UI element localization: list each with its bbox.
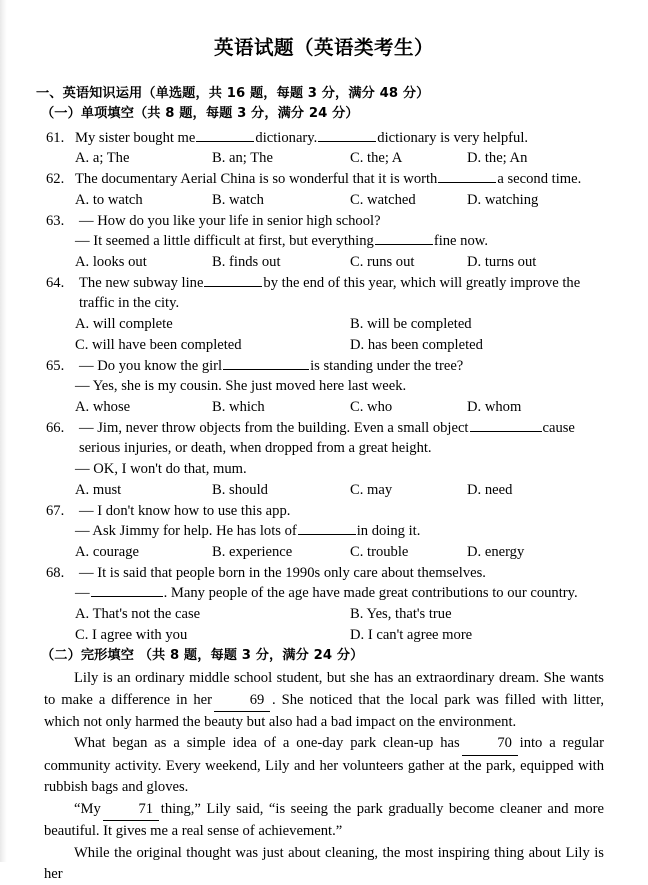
cloze-blank-70[interactable]: 70: [462, 733, 518, 755]
question-67-option-c[interactable]: C. trouble: [350, 544, 409, 561]
question-63-option-d[interactable]: D. turns out: [467, 253, 537, 270]
question-67-option-d[interactable]: D. energy: [467, 544, 525, 561]
question-62-option-d[interactable]: D. watching: [467, 191, 539, 208]
question-67-option-b[interactable]: B. experience: [212, 544, 293, 561]
question-62-number: 62.: [46, 171, 65, 188]
question-68-dialogue-1: — It is said that people born in the 1990s only care about themselves.: [79, 564, 486, 581]
question-62-options: [0, 190, 648, 211]
question-64-options-row-2: [0, 335, 648, 356]
question-64-option-d[interactable]: D. has been completed: [350, 336, 483, 353]
cloze-p3-after: thing,” Lily said, “is seeing the park gradually become cleaner and more beautiful. It gives me a real sense of achievement.”: [44, 800, 604, 840]
question-67-blank-1[interactable]: [298, 534, 356, 535]
question-61-blank-1[interactable]: [196, 141, 254, 142]
question-66-option-a[interactable]: A. must: [75, 481, 122, 498]
cloze-p4-before: While the original thought was just about cleaning, the most inspiring thing about Lily is her: [44, 844, 604, 882]
subsection-heading-cloze: （二）完形填空 （共 8 题，每题 3 分，满分 24 分）: [41, 647, 364, 663]
subsection-heading-multiple-choice: （一）单项填空（共 8 题，每题 3 分，满分 24 分）: [41, 106, 359, 122]
question-61-blank-2[interactable]: [318, 141, 376, 142]
question-67-stem-a: — Ask Jimmy for help. He has lots of: [75, 523, 297, 540]
question-63-stem-b: fine now.: [433, 233, 488, 250]
question-68-option-c[interactable]: C. I agree with you: [75, 626, 188, 643]
question-63-options: [0, 252, 648, 273]
question-68-dialogue-2: [0, 583, 648, 604]
question-68-stem-a: —: [75, 585, 90, 602]
question-66-stem-b: cause serious injuries, or death, when dropped from a great height.: [79, 419, 575, 457]
question-63-blank-1[interactable]: [375, 244, 433, 245]
question-66: [0, 418, 648, 501]
question-66-option-b[interactable]: B. should: [212, 481, 268, 498]
question-61-option-b[interactable]: B. an; The: [212, 150, 273, 167]
question-64-options-row-1: [0, 314, 648, 335]
question-63-stem-a: — It seemed a little difficult at first, but everything: [75, 233, 374, 250]
question-67: [0, 501, 648, 563]
page-title: 英语试题（英语类考生）: [213, 36, 434, 59]
question-68-number: 68.: [46, 564, 65, 581]
question-63: [0, 211, 648, 273]
question-67-stem: [0, 501, 648, 522]
cloze-passage: [0, 666, 648, 885]
cloze-p1-before: Lily is an ordinary middle school student, but she has an extraordinary dream. She wants to make a difference in her: [44, 670, 604, 708]
cloze-paragraph-1: [0, 668, 648, 733]
question-65-stem: [0, 356, 648, 377]
question-62-stem: [0, 169, 648, 190]
question-67-dialogue-2: [0, 521, 648, 542]
question-67-options: [0, 542, 648, 563]
multiple-choice-question-list: [0, 125, 648, 646]
question-65-stem-b: is standing under the tree?: [310, 357, 464, 374]
question-68-option-a[interactable]: A. That's not the case: [75, 606, 201, 623]
question-64-stem: [0, 273, 648, 314]
question-63-option-b[interactable]: B. finds out: [212, 253, 281, 270]
question-65-blank-1[interactable]: [223, 369, 309, 370]
question-62: [0, 169, 648, 210]
cloze-paragraph-4: [0, 843, 648, 885]
question-61-option-d[interactable]: D. the; An: [467, 150, 528, 167]
question-68-option-d[interactable]: D. I can't agree more: [350, 626, 473, 643]
question-66-stem-a: — Jim, never throw objects from the building. Even a small object: [79, 419, 469, 436]
question-68-stem-b: . Many people of the age have made great contributions to our country.: [163, 585, 578, 602]
question-63-option-a[interactable]: A. looks out: [75, 253, 147, 270]
question-64-option-a[interactable]: A. will complete: [75, 316, 173, 333]
question-66-number: 66.: [46, 419, 65, 436]
question-68: [0, 563, 648, 646]
question-62-stem-a: The documentary Aerial China is so wonderful that it is worth: [75, 171, 438, 188]
question-64-blank-1[interactable]: [204, 286, 262, 287]
question-66-stem: [0, 418, 648, 459]
question-68-options-row-1: [0, 604, 648, 625]
cloze-p1-after: . She noticed that the local park was filled with litter, which not only harmed the beauty but also had a bad impact on the environment.: [44, 691, 604, 730]
section-heading-part-one: 一、英语知识运用（单选题，共 16 题，每题 3 分，满分 48 分）: [36, 86, 430, 102]
question-62-option-b[interactable]: B. watch: [212, 191, 264, 208]
question-61-option-c[interactable]: C. the; A: [350, 150, 403, 167]
question-63-number: 63.: [46, 212, 65, 229]
question-65-stem-a: — Do you know the girl: [79, 357, 223, 374]
cloze-p2-after: into a regular community activity. Every weekend, Lily and her volunteers gather at the park, equipped with rubbish bags and gloves.: [44, 735, 604, 796]
cloze-blank-71[interactable]: 71: [103, 799, 159, 821]
question-64-stem-a: The new subway line: [79, 274, 204, 291]
question-61-options: [0, 148, 648, 169]
cloze-p2-before: What began as a simple idea of a one-day park clean-up has: [74, 735, 460, 752]
question-61-stem-c: dictionary is very helpful.: [377, 129, 529, 146]
question-67-number: 67.: [46, 502, 65, 519]
question-65-option-d[interactable]: D. whom: [467, 398, 522, 415]
question-65-options: [0, 397, 648, 418]
question-61-option-a[interactable]: A. a; The: [75, 150, 130, 167]
question-65-number: 65.: [46, 357, 65, 374]
question-65-option-b[interactable]: B. which: [212, 398, 265, 415]
question-66-options: [0, 480, 648, 501]
question-64-option-c[interactable]: C. will have been completed: [75, 336, 242, 353]
question-68-options-row-2: [0, 625, 648, 646]
question-68-blank-1[interactable]: [91, 596, 163, 597]
question-63-dialogue-2: [0, 231, 648, 252]
cloze-paragraph-2: [0, 733, 648, 798]
question-65-option-c[interactable]: C. who: [350, 398, 393, 415]
cloze-blank-69[interactable]: 69: [214, 690, 270, 712]
question-66-option-c[interactable]: C. may: [350, 481, 393, 498]
question-61-stem: [0, 128, 648, 149]
question-67-dialogue-1: — I don't know how to use this app.: [79, 502, 291, 519]
question-65-option-a[interactable]: A. whose: [75, 398, 131, 415]
question-62-option-c[interactable]: C. watched: [350, 191, 416, 208]
question-63-stem: [0, 211, 648, 232]
question-62-blank-1[interactable]: [438, 182, 496, 183]
question-68-option-b[interactable]: B. Yes, that's true: [350, 606, 452, 623]
question-65-dialogue-2: — Yes, she is my cousin. She just moved here last week.: [75, 378, 407, 395]
question-64: [0, 273, 648, 356]
question-66-option-d[interactable]: D. need: [467, 481, 513, 498]
question-67-option-a[interactable]: A. courage: [75, 544, 140, 561]
question-63-dialogue-1: — How do you like your life in senior high school?: [79, 212, 381, 229]
cloze-p3-before: “My: [74, 800, 101, 817]
question-66-dialogue-2: — OK, I won't do that, mum.: [75, 461, 247, 478]
question-66-blank-1[interactable]: [470, 431, 542, 432]
question-61-stem-b: dictionary.: [255, 129, 318, 146]
question-63-option-c[interactable]: C. runs out: [350, 253, 415, 270]
question-64-stem-b: by the end of this year, which will greatly improve the traffic in the city.: [79, 274, 581, 312]
cloze-paragraph-3: [0, 799, 648, 843]
question-65: [0, 356, 648, 418]
question-62-option-a[interactable]: A. to watch: [75, 191, 143, 208]
question-67-stem-b: in doing it.: [356, 523, 421, 540]
question-64-number: 64.: [46, 274, 65, 291]
question-68-stem: [0, 563, 648, 584]
question-64-option-b[interactable]: B. will be completed: [350, 316, 472, 333]
question-61-stem-a: My sister bought me: [75, 129, 196, 146]
question-62-stem-b: a second time.: [497, 171, 582, 188]
question-61-number: 61.: [46, 129, 65, 146]
question-61: [0, 128, 648, 169]
